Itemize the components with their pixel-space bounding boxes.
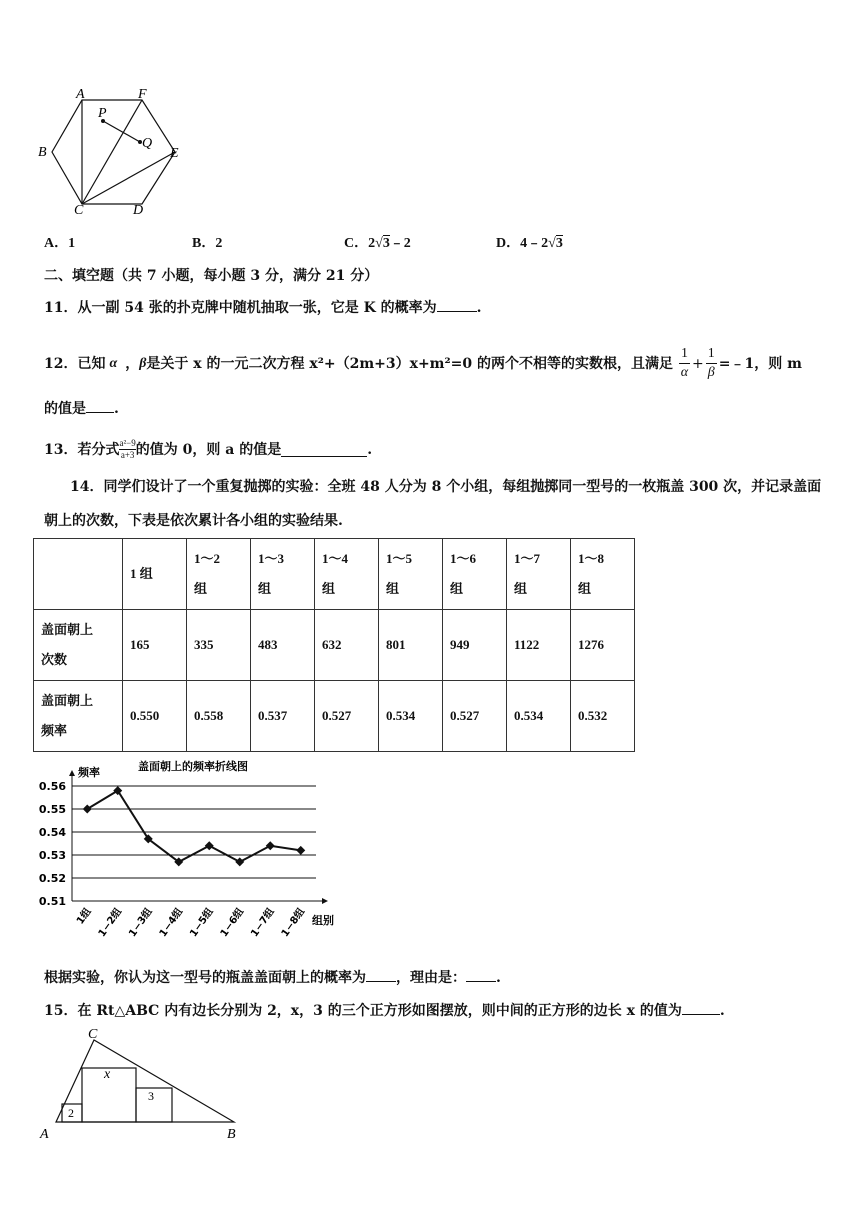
chart-y-axis-label: 频率	[78, 766, 100, 779]
q12-prefix: 12．已知	[44, 355, 106, 372]
q13-end: .	[367, 441, 373, 458]
table-header-cell	[507, 539, 571, 610]
frequency-line-chart	[30, 756, 350, 966]
y-tick-label: 0.53	[38, 849, 66, 862]
data-point	[266, 841, 275, 850]
q12-beta: β	[139, 355, 147, 371]
header-text: 组	[450, 581, 464, 596]
q12-tail: =﹣1，则 m	[718, 355, 802, 372]
q12-fraction-2	[706, 345, 717, 382]
table-header-cell	[123, 539, 187, 610]
x-tick-label: 1−5组	[188, 906, 216, 940]
table-corner-cell	[34, 539, 123, 610]
row-label-text: 盖面朝上	[41, 622, 94, 637]
header-text: 1～4	[322, 551, 349, 566]
hex-label-f: F	[138, 87, 147, 102]
q14-reason-text: ，理由是：	[396, 970, 466, 986]
chart-title: 盖面朝上的频率折线图	[138, 760, 248, 773]
tri-label-c: C	[88, 1027, 98, 1042]
hex-label-b: B	[38, 145, 47, 160]
table-cell: 949	[443, 610, 507, 681]
header-text: 组	[194, 581, 208, 596]
q13-fraction	[119, 438, 135, 461]
question-13	[44, 438, 372, 461]
table-header-cell	[187, 539, 251, 610]
q15-end: .	[719, 1003, 725, 1019]
table-cell: 335	[187, 610, 251, 681]
row-label-text: 频率	[41, 723, 68, 738]
q12-alpha: α	[109, 355, 118, 371]
q14-end: .	[496, 970, 501, 986]
hex-label-a: A	[76, 87, 85, 102]
x-tick-label: 1−2组	[96, 906, 125, 940]
table-cell: 0.534	[507, 681, 571, 752]
option-d-prefix: D．4﹣2	[496, 236, 549, 251]
header-text: 组	[258, 581, 272, 596]
table-cell: 0.537	[251, 681, 315, 752]
table-cell: 632	[315, 610, 379, 681]
square-label-3: 3	[148, 1089, 154, 1103]
row-label-text: 次数	[41, 652, 68, 667]
data-point	[296, 846, 305, 855]
hex-label-c: C	[74, 203, 84, 216]
q13-frac-num: a²−9	[119, 438, 136, 448]
q14-blank-probability	[366, 967, 396, 982]
x-tick-label: 1−4组	[157, 906, 186, 940]
q12-frac1-den: α	[680, 365, 689, 380]
y-tick-label: 0.54	[38, 826, 66, 839]
q11-text: 11．从一副 54 张的扑克牌中随机抽取一张，它是 K 的概率为	[44, 300, 437, 316]
table-header-cell	[251, 539, 315, 610]
q11-blank	[437, 297, 477, 312]
option-d: D．4﹣2√3	[496, 236, 563, 251]
series-line	[87, 791, 301, 862]
option-b: B．2	[192, 236, 223, 251]
header-text: 1～7	[514, 551, 541, 566]
q11-end: .	[476, 300, 482, 316]
q12-fraction-1	[679, 345, 690, 382]
option-a: A．1	[44, 236, 76, 251]
hex-label-d: D	[133, 203, 144, 216]
table-cell: 0.527	[315, 681, 379, 752]
table-row	[34, 610, 635, 681]
table-cell: 483	[251, 610, 315, 681]
results-table	[33, 538, 635, 752]
table-cell: 0.534	[379, 681, 443, 752]
header-text: 组	[514, 581, 528, 596]
y-tick-label: 0.56	[38, 780, 66, 793]
tri-label-a: A	[40, 1127, 49, 1142]
q12-frac1-num: 1	[679, 345, 690, 364]
x-tick-label: 1−7组	[249, 906, 277, 940]
row-label-cell	[34, 610, 123, 681]
q12-line2-text: 的值是	[44, 401, 86, 417]
x-axis-arrow	[322, 898, 328, 904]
q13-frac-den: a+3	[120, 450, 135, 460]
x-tick-label: 1−3组	[127, 906, 155, 940]
y-tick-label: 0.52	[38, 872, 66, 885]
row-label-text: 盖面朝上	[41, 693, 94, 708]
option-d-radicand: 3	[555, 236, 563, 251]
table-cell: 1122	[507, 610, 571, 681]
q12-sep: ，	[125, 355, 140, 372]
q13-middle: 的值为 0，则 a 的值是	[135, 441, 282, 458]
row-label-cell	[34, 681, 123, 752]
q12-middle: 是关于 x 的一元二次方程 x²+（2m+3）x+m²=0 的两个不相等的实数根，且满足	[146, 355, 673, 372]
y-axis-arrow	[69, 770, 75, 776]
table-cell: 0.532	[571, 681, 635, 752]
q12-plus: +	[691, 355, 704, 372]
y-tick-label: 0.55	[38, 803, 66, 816]
option-c: C．2√3﹣2	[344, 236, 411, 251]
x-tick-label: 1−8组	[279, 906, 308, 940]
header-text: 1～6	[450, 551, 477, 566]
table-cell: 1276	[571, 610, 635, 681]
q14-conclusion-text: 根据实验，你认为这一型号的瓶盖盖面朝上的概率为	[44, 970, 366, 986]
square-label-2: 2	[68, 1106, 74, 1120]
q14-line2: 朝上的次数，下表是依次累计各小组的实验结果.	[44, 513, 343, 529]
q12-blank	[86, 398, 114, 413]
x-tick-label: 1组	[74, 906, 94, 927]
header-text: 1 组	[130, 566, 153, 581]
header-text: 1～2	[194, 551, 221, 566]
q13-blank	[281, 442, 367, 457]
q14-line1: 14．同学们设计了一个重复抛掷的实验：全班 48 人分为 8 个小组，每组抛掷同一型号的一枚瓶盖 300 次，并记录盖面	[70, 479, 822, 495]
table-header-row	[34, 539, 635, 610]
table-row	[34, 681, 635, 752]
q12-frac2-num: 1	[706, 345, 717, 364]
table-header-cell	[443, 539, 507, 610]
table-cell: 0.558	[187, 681, 251, 752]
tri-label-b: B	[227, 1127, 236, 1142]
data-point	[205, 841, 214, 850]
q15-text: 15．在 Rt△ABC 内有边长分别为 2，x，3 的三个正方形如图摆放，则中间的正方形的边长 x 的值为	[44, 1003, 682, 1019]
table-cell: 0.527	[443, 681, 507, 752]
option-c-radicand: 3	[382, 236, 390, 251]
question-12	[44, 345, 802, 382]
hex-label-p: P	[98, 106, 107, 121]
q12-frac2-den: β	[707, 365, 715, 380]
q12-end: .	[114, 401, 119, 417]
header-text: 组	[322, 581, 336, 596]
table-header-cell	[315, 539, 379, 610]
section-heading: 二、填空题（共 7 小题，每小题 3 分，满分 21 分）	[44, 268, 379, 284]
table-cell: 0.550	[123, 681, 187, 752]
table-cell: 165	[123, 610, 187, 681]
data-point	[235, 857, 244, 866]
y-tick-label: 0.51	[38, 895, 66, 908]
hexagon-figure	[34, 86, 184, 216]
header-text: 1～3	[258, 551, 285, 566]
hex-label-e: E	[170, 146, 179, 161]
question-12-line2	[44, 398, 119, 419]
header-text: 1～8	[578, 551, 605, 566]
question-11	[44, 297, 482, 318]
q15-blank	[682, 1000, 720, 1015]
chart-x-axis-label: 组别	[312, 914, 334, 927]
option-c-suffix: ﹣2	[389, 236, 411, 251]
option-c-prefix: C．2	[344, 236, 376, 251]
square-label-x: x	[104, 1067, 111, 1082]
q14-blank-reason	[466, 967, 496, 982]
header-text: 组	[578, 581, 592, 596]
q13-prefix: 13．若分式	[44, 441, 120, 458]
x-tick-label: 1−6组	[218, 906, 247, 940]
hex-label-q: Q	[142, 136, 153, 151]
table-header-cell	[571, 539, 635, 610]
table-header-cell	[379, 539, 443, 610]
q14-conclusion	[44, 967, 501, 988]
triangle-squares-figure	[34, 1024, 244, 1144]
header-text: 1～5	[386, 551, 413, 566]
data-point	[83, 805, 92, 814]
question-15	[44, 1000, 725, 1021]
header-text: 组	[386, 581, 400, 596]
table-cell: 801	[379, 610, 443, 681]
